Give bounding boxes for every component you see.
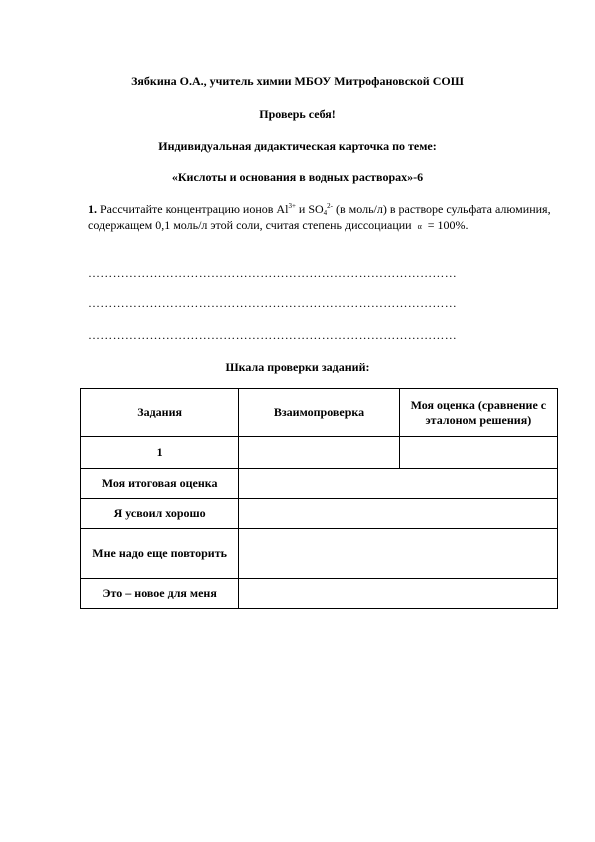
table-row — [81, 579, 558, 609]
answer-line-3: ……………………………………………………………………………… — [88, 328, 457, 342]
al-ion-charge: 3+ — [288, 202, 296, 210]
alpha-symbol: α — [417, 222, 422, 231]
summary-label: Я усвоил хорошо — [81, 499, 239, 529]
table-header-row — [81, 389, 558, 437]
task-text-part1: Рассчитайте концентрацию ионов Al — [100, 202, 289, 216]
table-row — [81, 469, 558, 499]
answer-line-1: ……………………………………………………………………………… — [88, 266, 457, 280]
sulfate-charge: 2- — [327, 202, 333, 210]
summary-value-cell — [239, 579, 558, 609]
summary-value-cell — [239, 529, 558, 579]
author-line: Зябкина О.А., учитель химии МБОУ Митрофановской СОШ — [131, 74, 464, 88]
summary-label: Это – новое для меня — [81, 579, 239, 609]
task-text-part2: и SO — [295, 202, 324, 216]
summary-value-cell — [239, 499, 558, 529]
task-text — [88, 201, 558, 235]
topic-title: «Кислоты и основания в водных растворах»-6 — [171, 170, 424, 184]
task-text-part3: (в моль/л) в растворе сульфата алюминия, содержащем 0,1 моль/л этой соли, считая степень диссоциации — [88, 202, 551, 232]
summary-value-cell — [239, 469, 558, 499]
task-number: 1. — [88, 202, 97, 216]
header-peer-review: Взаимопроверка — [239, 389, 399, 437]
header-tasks: Задания — [81, 389, 239, 437]
task-cell: 1 — [81, 437, 239, 469]
sulfate-index: 4 — [323, 209, 328, 217]
assessment-table — [80, 388, 558, 609]
card-subtitle: Проверь себя! — [259, 107, 336, 121]
topic-intro: Индивидуальная дидактическая карточка по теме: — [158, 139, 437, 153]
table-row — [81, 437, 558, 469]
task-text-part4: = 100%. — [427, 218, 469, 232]
self-assessment-cell — [399, 437, 557, 469]
header-self-assessment: Моя оценка (сравнение с эталоном решения) — [399, 389, 557, 437]
scale-title: Шкала проверки заданий: — [225, 360, 370, 374]
table-row — [81, 529, 558, 579]
summary-label: Моя итоговая оценка — [81, 469, 239, 499]
table-row — [81, 499, 558, 529]
peer-review-cell — [239, 437, 399, 469]
summary-label: Мне надо еще повторить — [81, 529, 239, 579]
answer-line-2: ……………………………………………………………………………… — [88, 296, 457, 310]
